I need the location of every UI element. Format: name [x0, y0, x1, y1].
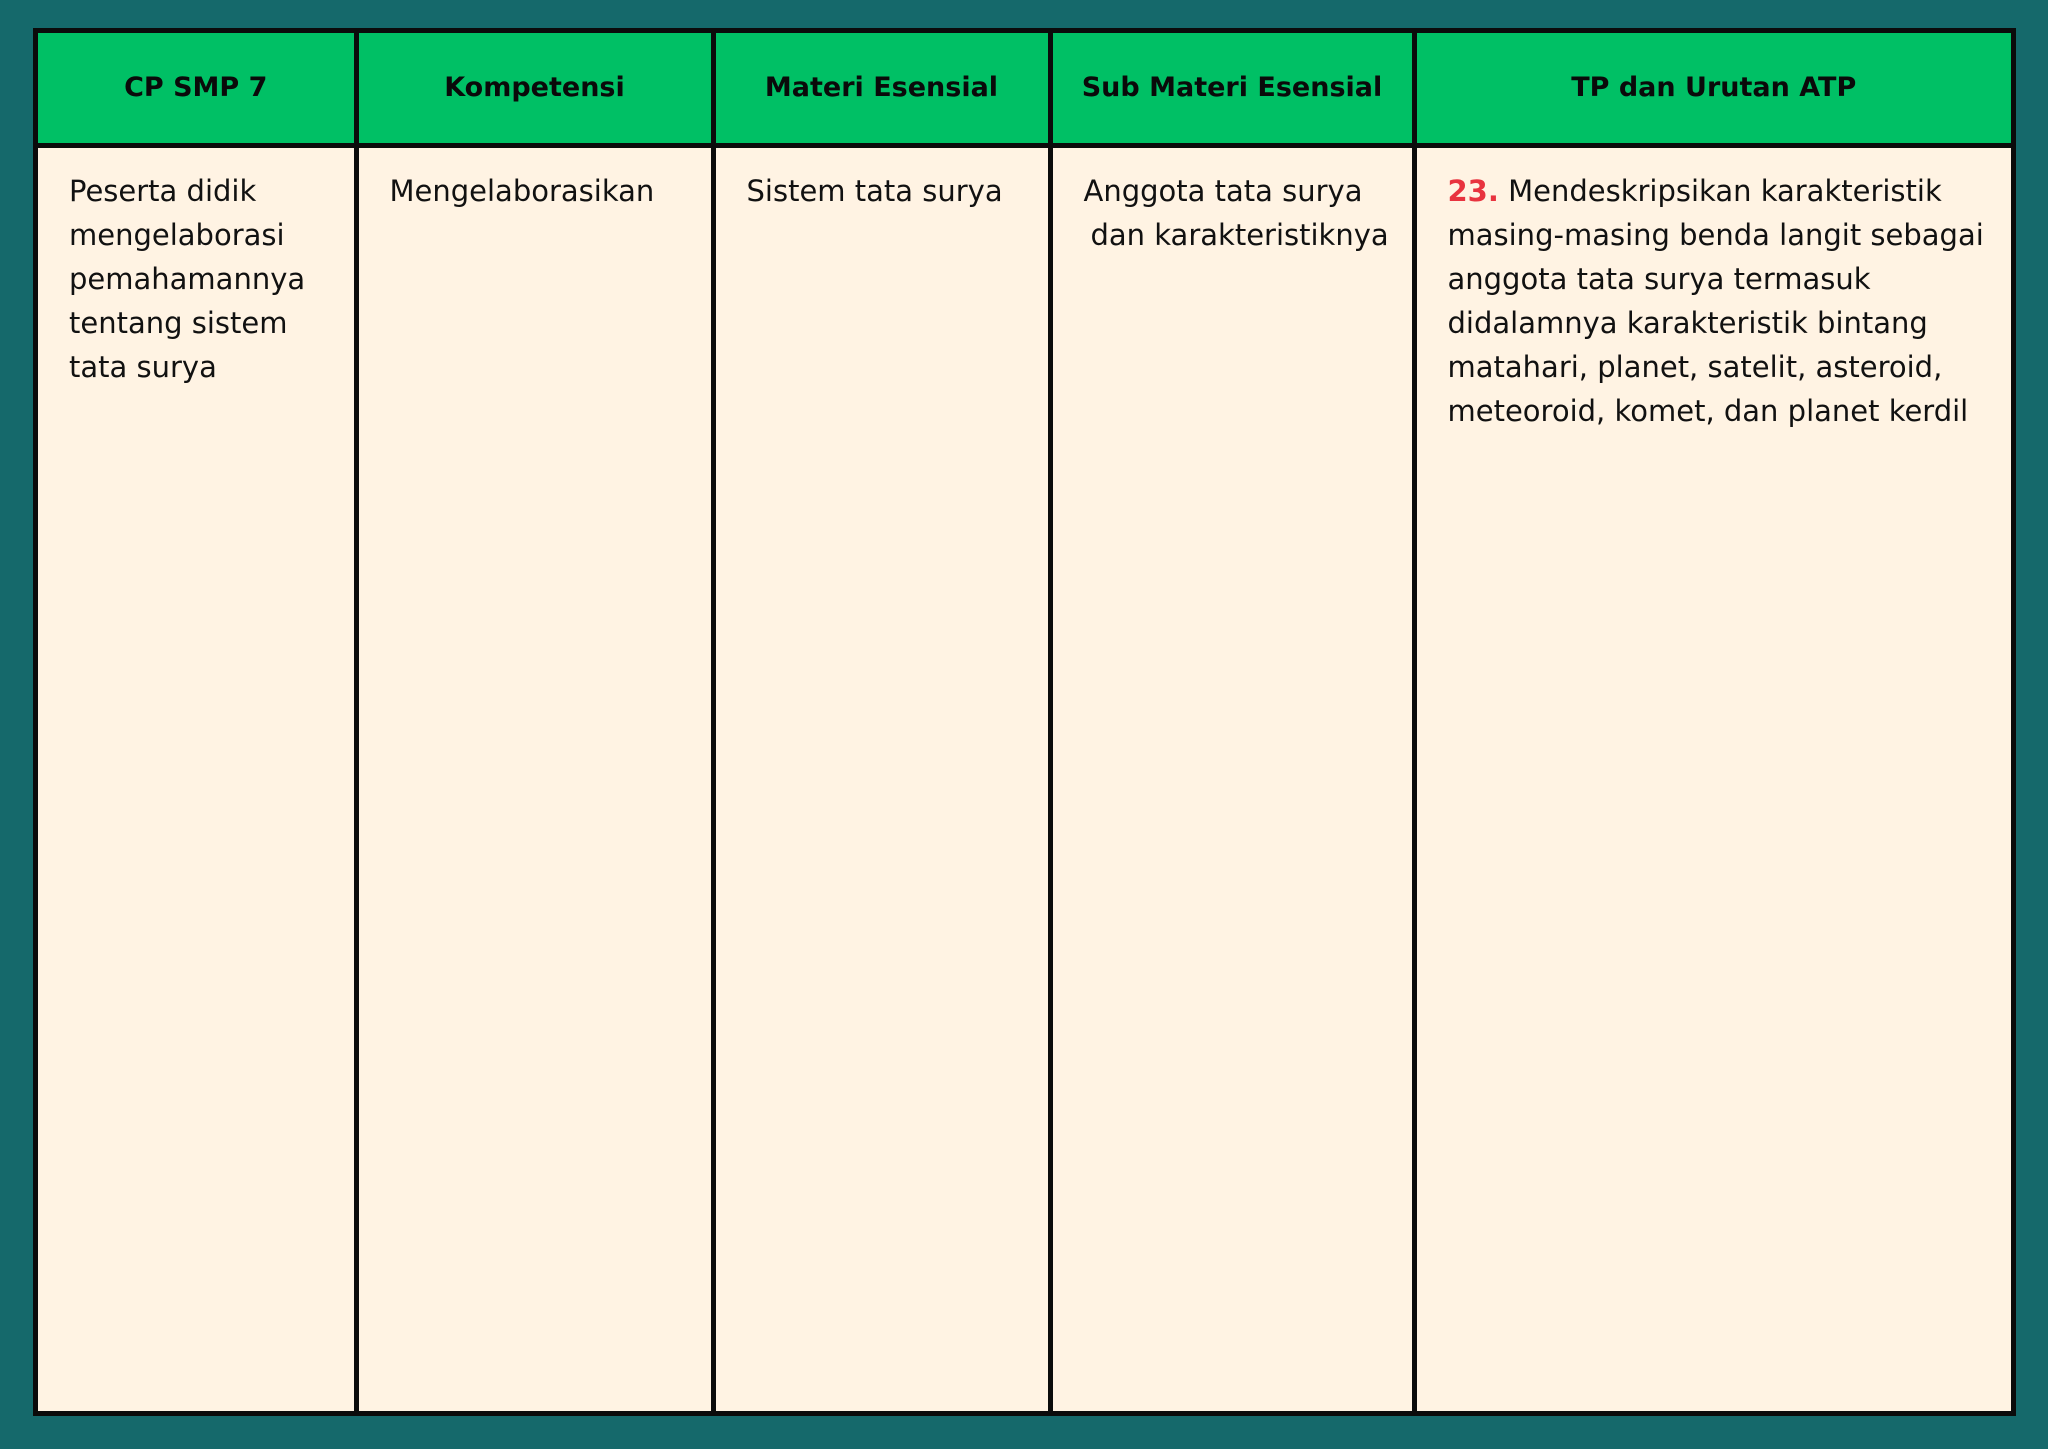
header-tp-urutan-atp: TP dan Urutan ATP	[1414, 33, 2011, 145]
cp-line: tata surya	[69, 349, 217, 384]
cell-kompetensi	[356, 145, 713, 1411]
kompetensi-text: Mengelaborasikan	[389, 173, 655, 208]
cell-tp-urutan-atp	[1414, 145, 2011, 1411]
table-header-row	[38, 33, 2011, 145]
header-materi-esensial: Materi Esensial	[713, 33, 1050, 145]
tp-first-line	[1448, 169, 1982, 213]
header-sub-materi-esensial: Sub Materi Esensial	[1050, 33, 1414, 145]
tp-line: meteoroid, komet, dan planet kerdil	[1447, 393, 1969, 428]
sub-materi-line: Anggota tata surya	[1083, 173, 1363, 208]
header-cp-smp: CP SMP 7	[38, 33, 356, 145]
sub-materi-line: dan karakteristiknya	[1090, 217, 1389, 252]
tp-number: 23.	[1447, 173, 1499, 208]
atp-table-frame	[33, 28, 2016, 1416]
cp-line: Peserta didik	[69, 173, 257, 208]
tp-line: anggota tata surya termasuk	[1447, 261, 1871, 296]
header-kompetensi: Kompetensi	[356, 33, 713, 145]
cell-cp-smp	[38, 145, 356, 1411]
tp-line: masing-masing benda langit sebagai	[1447, 217, 1984, 252]
tp-line: Mendeskripsikan karakteristik	[1508, 173, 1942, 208]
cell-sub-materi-esensial	[1050, 145, 1414, 1411]
tp-line: matahari, planet, satelit, asteroid,	[1447, 349, 1943, 384]
atp-table	[38, 33, 2011, 1411]
cp-line: tentang sistem	[69, 305, 288, 340]
cell-materi-esensial	[713, 145, 1050, 1411]
materi-text: Sistem tata surya	[746, 173, 1003, 208]
cp-line: pemahamannya	[69, 261, 306, 296]
tp-line: didalamnya karakteristik bintang	[1447, 305, 1928, 340]
cp-line: mengelaborasi	[69, 217, 285, 252]
table-row	[38, 145, 2011, 1411]
